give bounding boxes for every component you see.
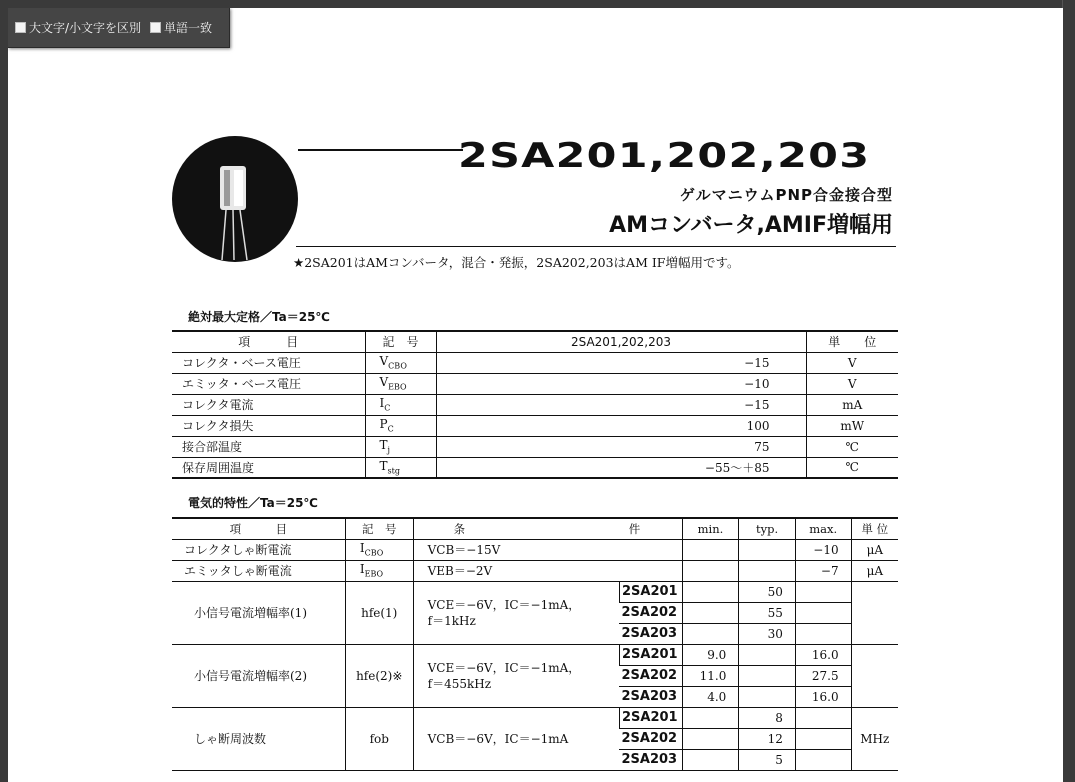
typ-cell: 5 xyxy=(739,749,796,770)
table-row xyxy=(172,436,898,457)
page-title: 2SA201,202,203 xyxy=(458,136,871,176)
max-cell: 27.5 xyxy=(795,665,851,686)
header-unit: 単 位 xyxy=(806,331,898,352)
item-cell: コレクタ・ベース電圧 xyxy=(172,352,365,373)
table-row xyxy=(172,581,898,602)
header-unit: 単 位 xyxy=(851,518,898,539)
whole-word-option[interactable] xyxy=(150,19,212,36)
max-cell xyxy=(795,581,851,602)
min-cell xyxy=(682,707,739,728)
match-case-label[interactable]: 大文字/小文字を区別 xyxy=(29,21,142,35)
typ-cell xyxy=(739,644,796,665)
symbol-cell: $V_{CBO}$ xyxy=(365,352,436,373)
symbol-cell: fob xyxy=(345,707,413,770)
table-row xyxy=(172,539,898,560)
max-cell: 16.0 xyxy=(795,644,851,665)
value-cell: −15 xyxy=(436,352,806,373)
condition-cell: VCB＝−15V xyxy=(413,539,682,560)
table-row xyxy=(172,457,898,478)
unit-cell: μA xyxy=(851,560,898,581)
item-cell: 接合部温度 xyxy=(172,436,365,457)
symbol-cell: $I_{EBO}$ xyxy=(345,560,413,581)
min-cell: 4.0 xyxy=(682,686,739,707)
typ-cell xyxy=(739,686,796,707)
max-cell: −10 xyxy=(795,539,851,560)
find-options-bar xyxy=(8,8,230,48)
abs-max-heading: 絶対最大定格／Ta＝25℃ xyxy=(188,310,330,324)
typ-cell xyxy=(739,665,796,686)
symbol-cell: $T_j$ xyxy=(365,436,436,457)
max-cell xyxy=(795,623,851,644)
device-cell: 2SA202 xyxy=(619,728,682,749)
min-cell: 9.0 xyxy=(682,644,739,665)
header-conditions: 条 件 xyxy=(413,518,682,539)
value-cell: 75 xyxy=(436,436,806,457)
device-cell: 2SA202 xyxy=(619,665,682,686)
typ-cell: 55 xyxy=(739,602,796,623)
typ-cell xyxy=(739,560,796,581)
match-case-checkbox[interactable] xyxy=(15,22,26,33)
symbol-cell: $T_{stg}$ xyxy=(365,457,436,478)
whole-word-label[interactable]: 単語一致 xyxy=(164,21,213,35)
table-row xyxy=(172,373,898,394)
whole-word-checkbox[interactable] xyxy=(150,22,161,33)
item-cell: 小信号電流増幅率(2) xyxy=(172,644,345,707)
value-cell: −10 xyxy=(436,373,806,394)
min-cell xyxy=(682,749,739,770)
unit-cell: μA xyxy=(851,539,898,560)
unit-cell: ℃ xyxy=(806,457,898,478)
table-row xyxy=(172,707,898,728)
unit-cell: mA xyxy=(806,394,898,415)
table-row xyxy=(172,560,898,581)
match-case-option[interactable] xyxy=(15,19,141,36)
condition-cell: VCE＝−6V，IC＝−1mA， f＝1kHz xyxy=(413,581,619,644)
header-item: 項 目 xyxy=(172,331,365,352)
symbol-cell: $I_C$ xyxy=(365,394,436,415)
table-row xyxy=(172,352,898,373)
max-cell xyxy=(795,749,851,770)
unit-cell: MHz xyxy=(851,707,898,770)
usage-note: ★2SA201はAMコンバータ，混合・発振，2SA202,203はAM IF増幅用です。 xyxy=(293,255,740,270)
min-cell xyxy=(682,623,739,644)
header-symbol: 記 号 xyxy=(365,331,436,352)
transistor-icon xyxy=(172,136,298,262)
unit-cell: mW xyxy=(806,415,898,436)
item-cell: しゃ断周波数 xyxy=(172,707,345,770)
value-cell: 100 xyxy=(436,415,806,436)
document-page xyxy=(8,8,1063,782)
typ-cell: 12 xyxy=(739,728,796,749)
title-bottom-rule xyxy=(296,246,896,247)
unit-cell: V xyxy=(806,352,898,373)
viewer-scrollbar[interactable] xyxy=(1062,0,1075,782)
max-cell xyxy=(795,602,851,623)
item-cell: コレクタ損失 xyxy=(172,415,365,436)
header-max: max. xyxy=(795,518,851,539)
device-cell: 2SA203 xyxy=(619,623,682,644)
value-cell: −15 xyxy=(436,394,806,415)
table-row xyxy=(172,394,898,415)
value-cell: −55〜＋85 xyxy=(436,457,806,478)
table-row xyxy=(172,415,898,436)
transistor-photo xyxy=(172,136,298,262)
max-cell: −7 xyxy=(795,560,851,581)
typ-cell: 50 xyxy=(739,581,796,602)
min-cell: 11.0 xyxy=(682,665,739,686)
condition-cell: VEB＝−2V xyxy=(413,560,682,581)
table-row xyxy=(172,644,898,665)
device-cell: 2SA201 xyxy=(619,644,682,665)
device-cell: 2SA203 xyxy=(619,749,682,770)
table-header-row xyxy=(172,331,898,352)
item-cell: コレクタしゃ断電流 xyxy=(172,539,345,560)
typ-cell: 30 xyxy=(739,623,796,644)
symbol-cell: hfe(1) xyxy=(345,581,413,644)
absolute-max-ratings-table xyxy=(172,330,898,479)
viewer-left-border xyxy=(0,0,8,782)
typ-cell xyxy=(739,539,796,560)
item-cell: エミッタしゃ断電流 xyxy=(172,560,345,581)
symbol-cell: $V_{EBO}$ xyxy=(365,373,436,394)
device-cell: 2SA203 xyxy=(619,686,682,707)
symbol-cell: $I_{CBO}$ xyxy=(345,539,413,560)
unit-cell xyxy=(851,581,898,644)
min-cell xyxy=(682,560,739,581)
header-symbol: 記 号 xyxy=(345,518,413,539)
unit-cell xyxy=(851,644,898,707)
unit-cell: V xyxy=(806,373,898,394)
device-cell: 2SA201 xyxy=(619,581,682,602)
symbol-cell: $P_C$ xyxy=(365,415,436,436)
condition-cell: VCE＝−6V，IC＝−1mA， f＝455kHz xyxy=(413,644,619,707)
electrical-characteristics-table xyxy=(172,517,898,771)
device-cell: 2SA201 xyxy=(619,707,682,728)
item-cell: 小信号電流増幅率(1) xyxy=(172,581,345,644)
item-cell: エミッタ・ベース電圧 xyxy=(172,373,365,394)
header-min: min. xyxy=(682,518,739,539)
item-cell: コレクタ電流 xyxy=(172,394,365,415)
viewer-top-border xyxy=(0,0,1075,8)
header-part-numbers: 2SA201,202,203 xyxy=(436,331,806,352)
device-cell: 2SA202 xyxy=(619,602,682,623)
condition-cell: VCB＝−6V，IC＝−1mA xyxy=(413,707,619,770)
header-item: 項 目 xyxy=(172,518,345,539)
subtitle-type: ゲルマニウムPNP合金接合型 xyxy=(679,186,893,204)
subtitle-application: AMコンバータ,AMIF増幅用 xyxy=(609,213,893,238)
header-typ: typ. xyxy=(739,518,796,539)
title-rule xyxy=(298,149,463,151)
min-cell xyxy=(682,581,739,602)
max-cell xyxy=(795,728,851,749)
min-cell xyxy=(682,602,739,623)
max-cell xyxy=(795,707,851,728)
electrical-heading: 電気的特性／Ta＝25℃ xyxy=(188,496,318,510)
min-cell xyxy=(682,539,739,560)
table-header-row xyxy=(172,518,898,539)
item-cell: 保存周囲温度 xyxy=(172,457,365,478)
typ-cell: 8 xyxy=(739,707,796,728)
symbol-cell: hfe(2)※ xyxy=(345,644,413,707)
min-cell xyxy=(682,728,739,749)
max-cell: 16.0 xyxy=(795,686,851,707)
unit-cell: ℃ xyxy=(806,436,898,457)
